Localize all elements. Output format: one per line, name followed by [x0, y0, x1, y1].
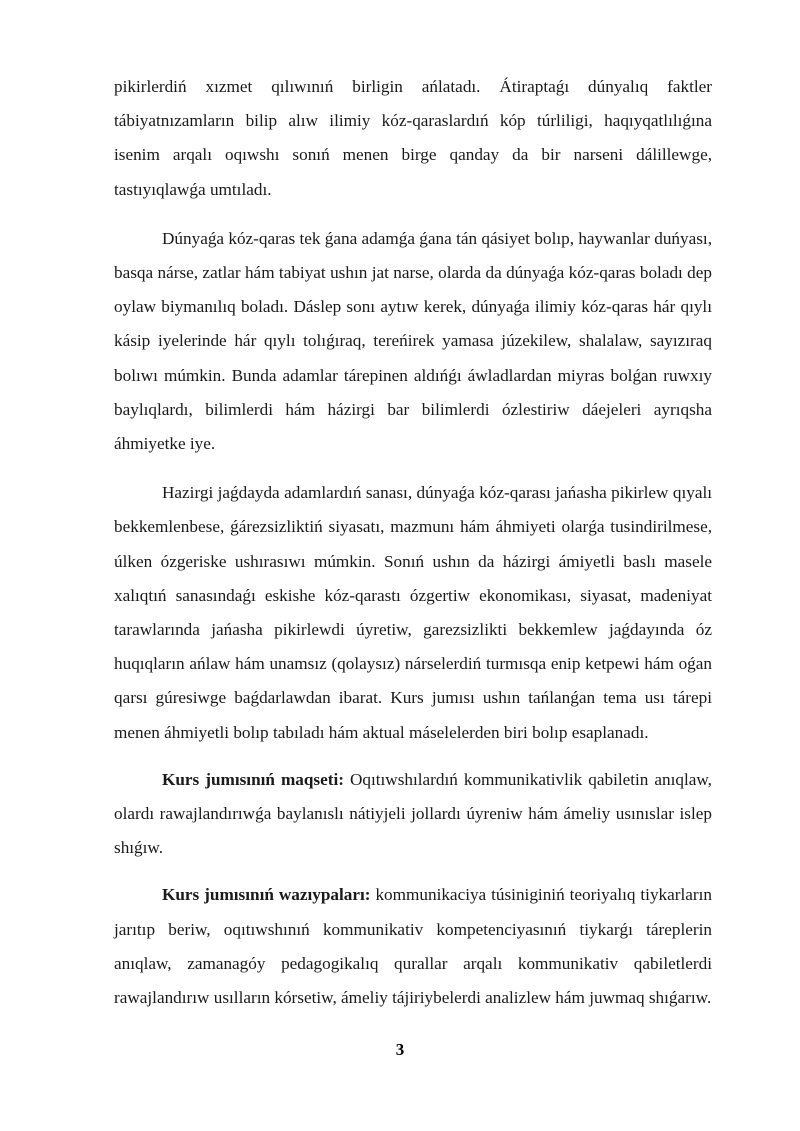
paragraph-2: Dúnyaǵa kóz-qaras tek ǵana adamǵa ǵana tán qásiyet bolıp, haywanlar duńyası, basqa nárse, zatlar hám tabiyat ushın jat narse, olarda da dúnyaǵa kóz-qaras boladı dep oylaw biymanılıq boladı. Dáslep sonı aytıw kerek, dúnyaǵa ilimiy kóz-qaras hár qıylı kásip iyelerinde hár qıylı tolıǵıraq, tereńirek yamasa júzekilew, shalalaw, sayızıraq bolıwı múmkin. Bunda adamlar tárepinen aldıńǵı áwladlardan miyras bolǵan ruwxıy baylıqlardı, bilimlerdi hám házirgi bar bilimlerdi ózlestiriw dáejeleri ayrıqsha áhmiyetke iye.: [114, 228, 712, 454]
paragraph-tasks: [114, 878, 712, 1015]
paragraph-1: pikirlerdiń xızmet qılıwınıń birligin ańlatadı. Átiraptaǵı dúnyalıq faktler tábiyatnızamların bilip alıw ilimiy kóz-qaraslardıń kóp túrliligi, haqıyqatlılıǵına isenim arqalı oqıwshı sonıń menen birge qanday da bir narseni dálillewge, tastıyıqlawǵa umtıladı.: [114, 77, 712, 199]
paragraph-3: Hazirgi jaǵdayda adamlardıń sanası, dúnyaǵa kóz-qarası jańasha pikirlew qıyalı bekkemlenbese, ǵárezsizliktiń siyasatı, mazmunı hám áhmiyeti olarǵa tusindirilmese, úlken ózgeriske ushırasıwı múmkin. Sonıń ushın da házirgi ámiyetli baslı masele xalıqtıń sanasındaǵı eskishe kóz-qarastı ózgertiw ekonomikası, siyasat, madeniyat tarawlarında jańasha pikirlewdi úyretiw, garezsizlikti bekkemlew jaǵdayında óz huqıqların ańlaw hám unamsız (qolaysız) nárselerdiń turmısqa enip ketpewi hám oǵan qarsı gúresiwge baǵdarlawdan ibarat. Kurs jumısı ushın tańlanǵan tema usı tárepi menen áhmiyetli bolıp tabıladı hám aktual máselelerden biri bolıp esaplanadı.: [114, 483, 712, 742]
tasks-text: kommunikaciya túsiniginiń teoriyalıq tiykarların jarıtıp beriw, oqıtıwshınıń kommunikativ kompetenciyasınıń tiykarǵı táreplerin anıqlaw, zamanagóy pedagogikalıq qurallar arqalı kommunikativ qabiletlerdi rawajlandırıw usılların kórsetiw, ámeliy tájiriybelerdi analizlew hám juwmaq shıǵarıw.: [114, 885, 712, 1008]
page-number: 3: [395, 1040, 405, 1059]
tasks-heading: Kurs jumısınıń wazıypaları:: [162, 885, 371, 905]
paragraph-goal: [114, 763, 712, 866]
goal-text: Oqıtıwshılardıń kommunikativlik qabiletin anıqlaw, olardı rawajlandırıwǵa baylanıslı nátiyjeli jollardı úyreniw hám ámeliy usınıslar islep shıǵıw.: [114, 769, 712, 858]
goal-heading: Kurs jumısınıń maqseti:: [162, 769, 344, 789]
